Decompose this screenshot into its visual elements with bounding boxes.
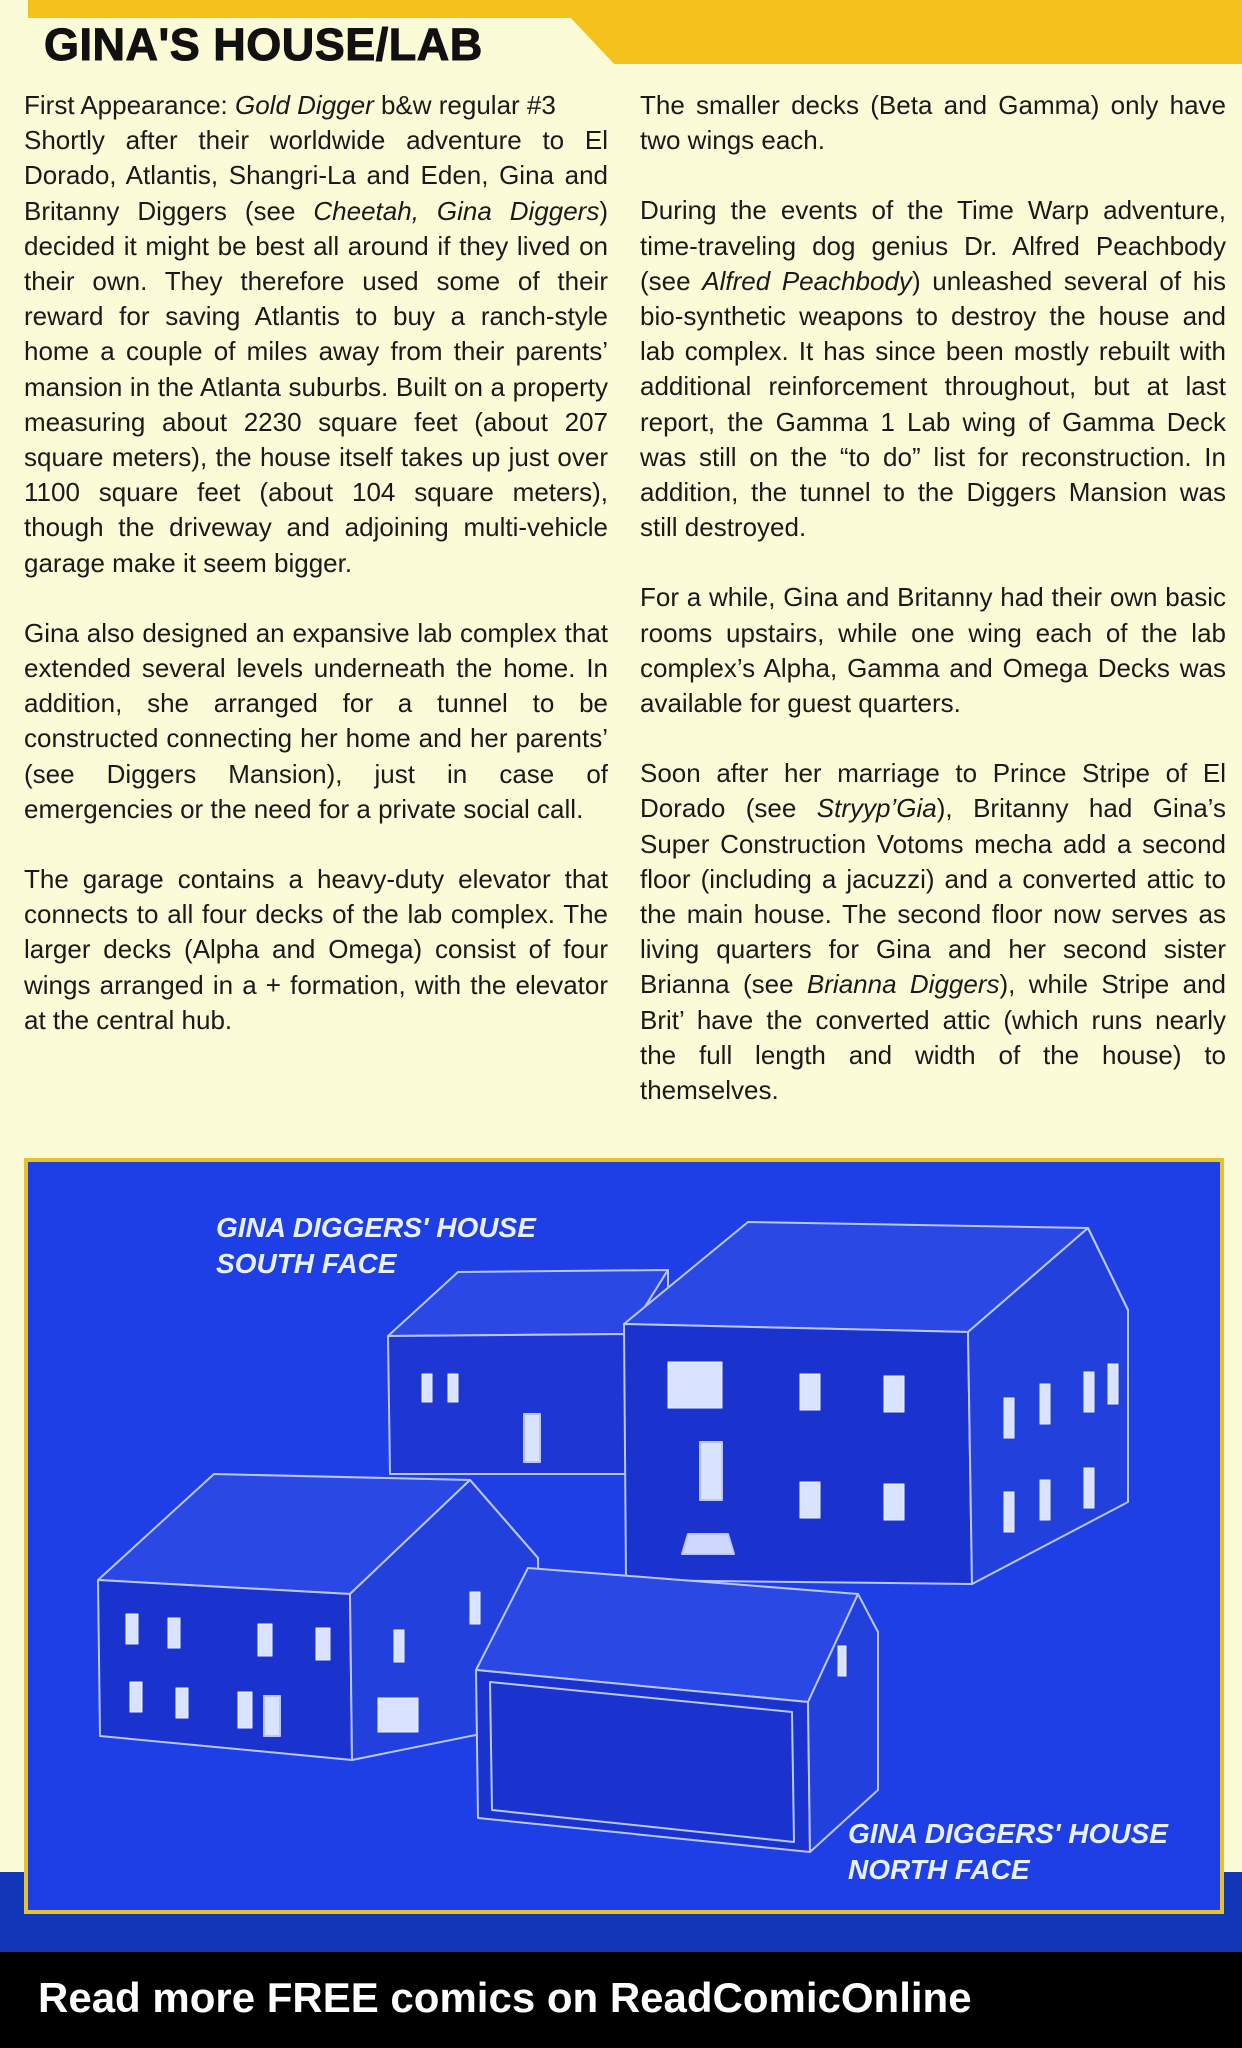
label-north-face: GINA DIGGERS' HOUSE NORTH FACE	[848, 1818, 1168, 1885]
first-appearance-title: Gold Digger	[235, 90, 374, 120]
paragraph-marriage: Soon after her marriage to Prince Stripe of El Dorado (see Stryyp’Gia), Britanny had Gina’s Super Construction Votoms mecha add a second floor (including a jacuzzi) and a converted attic to the main house. The second floor now serves as living quarters for Gina and her second sister Brianna (see Brianna Diggers), while Stripe and Brit’ have the converted attic (which runs nearly the full length and width of the house) to themselves.	[640, 758, 1226, 1106]
first-appearance-rest: b&w regular #3	[373, 90, 556, 120]
paragraph-decks: The smaller decks (Beta and Gamma) only have two wings each.	[640, 90, 1226, 156]
first-appearance	[24, 88, 608, 123]
paragraph-origin: Shortly after their worldwide adventure to El Dorado, Atlantis, Shangri-La and Eden, Gina and Britanny Diggers (see Cheetah, Gina Diggers) decided it might be best all around if they lived on their own. They therefore used some of their reward for saving Atlantis to buy a ranch-style home a couple of miles away from their parents’ mansion in the Atlanta suburbs. Built on a property measuring about 2230 square feet (about 207 square meters), the house itself takes up just over 1100 square feet (about 104 square meters), though the driveway and adjoining multi-vehicle garage make it seem bigger.	[24, 125, 608, 578]
first-appearance-label: First Appearance:	[24, 90, 235, 120]
footer-text[interactable]: Read more FREE comics on ReadComicOnline	[38, 1974, 972, 2021]
paragraph-garage: The garage contains a heavy-duty elevator that connects to all four decks of the lab complex. The larger decks (Alpha and Omega) consist of four wings arranged in a + formation, with the elevator at the central hub.	[24, 864, 608, 1035]
house-drawing	[28, 1162, 1220, 1910]
left-column	[24, 88, 608, 1038]
house-north-garage	[476, 1568, 878, 1852]
page-title: GINA'S HOUSE/LAB	[44, 19, 483, 70]
paragraph-lab-complex: Gina also designed an expansive lab complex that extended several levels underneath the home. In addition, she arranged for a tunnel to be constructed connecting her home and her parents’ (see Diggers Mansion), just in case of emergencies or the need for a private social call.	[24, 617, 608, 824]
label-south-face: GINA DIGGERS' HOUSE SOUTH FACE	[216, 1212, 536, 1279]
reference-brianna: Brianna Diggers	[806, 969, 1000, 1000]
paragraph-time-warp: During the events of the Time Warp adventure, time-traveling dog genius Dr. Alfred Peachbody (see Alfred Peachbody) unleashed several of his bio-synthetic weapons to destroy the house and lab complex. It has since been mostly rebuilt with additional reinforcement throughout, but at last report, the Gamma 1 Lab wing of Gamma Deck was still on the “to do” list for reconstruction. In addition, the tunnel to the Diggers Mansion was still destroyed.	[640, 195, 1226, 543]
right-column	[640, 88, 1226, 1108]
blueprint-illustration	[24, 1158, 1224, 1914]
footer-banner	[0, 1952, 1242, 2048]
reference-stryyp-gia: Stryyp’Gia	[816, 793, 937, 824]
reference-peachbody: Alfred Peachbody	[702, 265, 912, 296]
paragraph-guest-rooms: For a while, Gina and Britanny had their own basic rooms upstairs, while one wing each of the lab complex’s Alpha, Gamma and Omega Decks was available for guest quarters.	[640, 582, 1226, 719]
reference-cheetah: Cheetah, Gina Diggers	[313, 195, 600, 226]
